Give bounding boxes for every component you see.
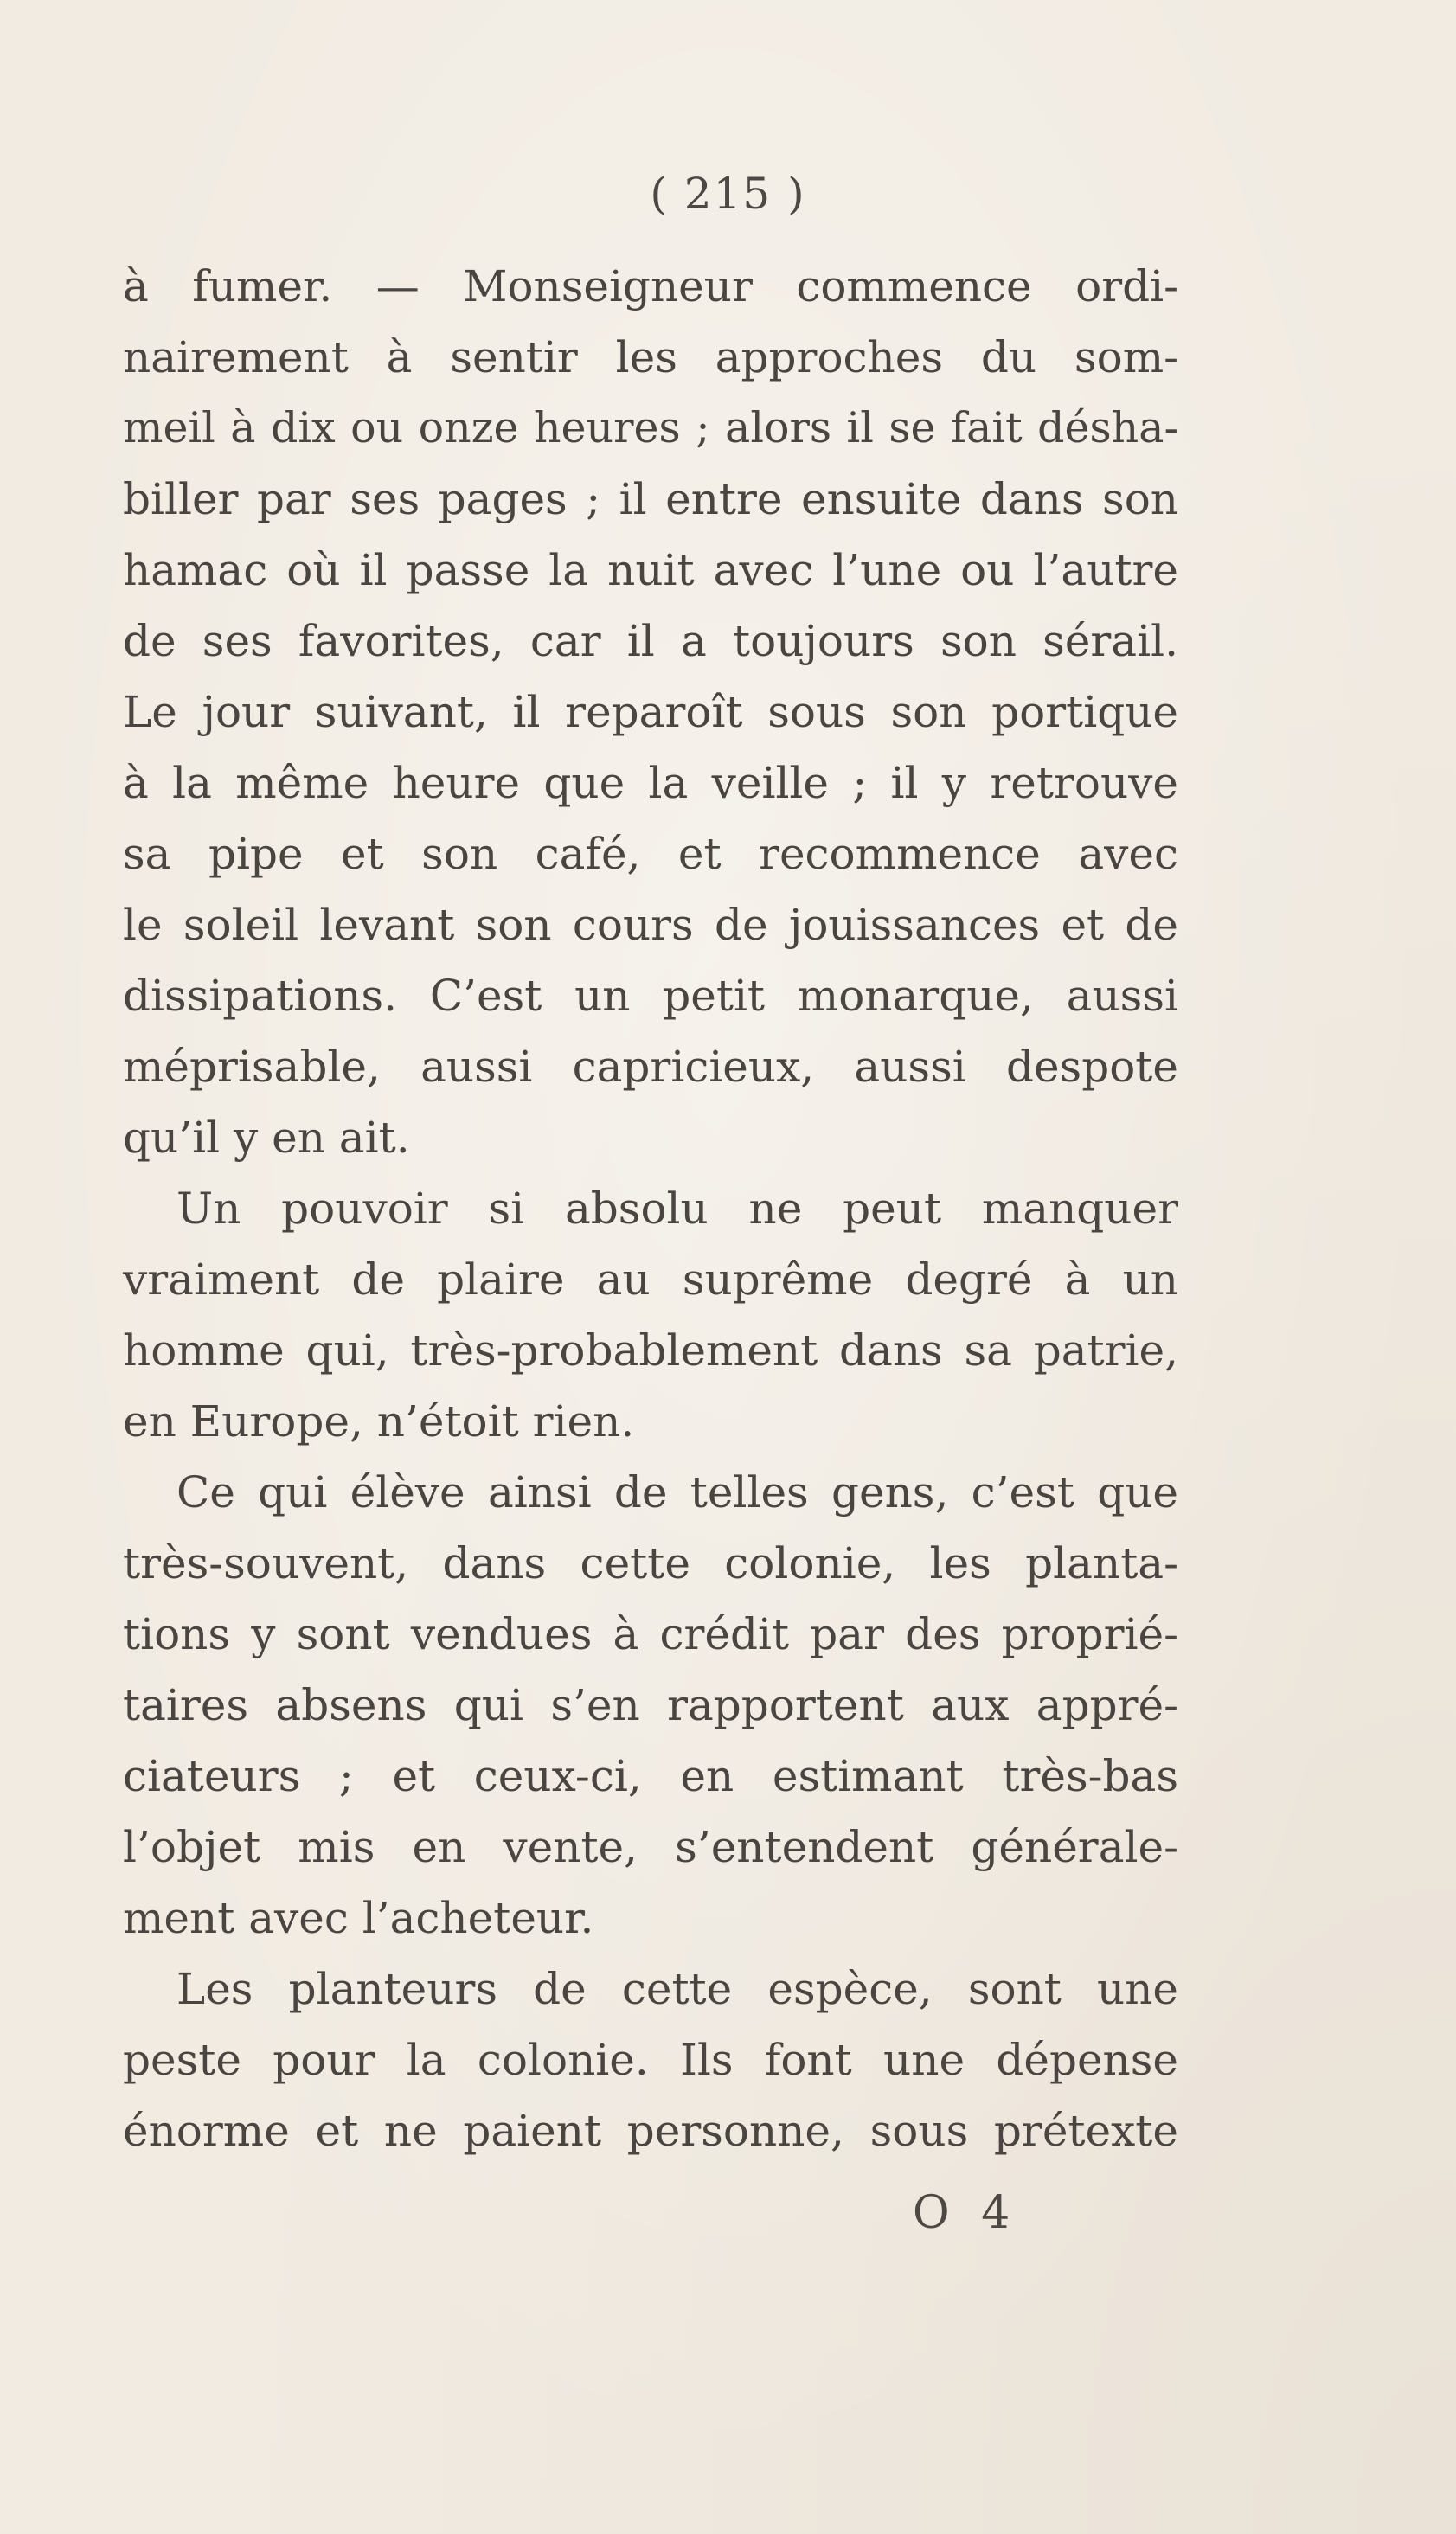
- text-line: Un pouvoir si absolu ne peut manquer: [176, 1184, 1178, 1234]
- text-line: biller par ses pages ; il entre ensuite dans son: [123, 474, 1178, 524]
- body-text: [123, 251, 1178, 2166]
- text-line: méprisable, aussi capricieux, aussi despote: [123, 1042, 1178, 1092]
- text-line: vraiment de plaire au suprême degré à un: [123, 1254, 1178, 1305]
- text-line: ment avec l’acheteur.: [123, 1893, 594, 1943]
- page-number-header: ( 215 ): [650, 169, 806, 219]
- paragraph-2: [123, 1173, 1178, 1457]
- text-line: l’objet mis en vente, s’entendent générale-: [123, 1822, 1178, 1872]
- text-line: très-souvent, dans cette colonie, les planta-: [123, 1538, 1178, 1588]
- text-line: peste pour la colonie. Ils font une dépense: [123, 2035, 1178, 2085]
- text-line: ciateurs ; et ceux-ci, en estimant très-bas: [123, 1751, 1178, 1801]
- text-line: dissipations. C’est un petit monarque, aussi: [123, 971, 1178, 1021]
- text-line: sa pipe et son café, et recommence avec: [123, 829, 1178, 879]
- text-line: taires absens qui s’en rapportent aux appré-: [123, 1680, 1178, 1730]
- text-line: hamac où il passe la nuit avec l’une ou l’autre: [123, 545, 1178, 595]
- text-line: à fumer. — Monseigneur commence ordi-: [123, 261, 1178, 311]
- text-line: Le jour suivant, il reparoît sous son portique: [123, 687, 1178, 737]
- paragraph-1: [123, 251, 1178, 1173]
- text-line: nairement à sentir les approches du som-: [123, 332, 1178, 382]
- text-line: qu’il y en ait.: [123, 1113, 410, 1163]
- text-line: tions y sont vendues à crédit par des proprié-: [123, 1609, 1178, 1659]
- signature-mark: O 4: [913, 2187, 1019, 2239]
- paragraph-3: [123, 1457, 1178, 1953]
- text-line: meil à dix ou onze heures ; alors il se fait désha-: [123, 403, 1178, 452]
- text-line: Ce qui élève ainsi de telles gens, c’est que: [176, 1467, 1178, 1517]
- text-line: énorme et ne paient personne, sous prétexte: [123, 2106, 1178, 2156]
- paragraph-4: [123, 1953, 1178, 2166]
- text-line: Les planteurs de cette espèce, sont une: [176, 1964, 1178, 2014]
- text-line: le soleil levant son cours de jouissances et de: [123, 900, 1178, 950]
- text-line: de ses favorites, car il a toujours son sérail.: [123, 616, 1178, 666]
- text-line: à la même heure que la veille ; il y retrouve: [123, 758, 1178, 808]
- text-line: homme qui, très-probablement dans sa patrie,: [123, 1325, 1178, 1376]
- text-line: en Europe, n’étoit rien.: [123, 1396, 635, 1447]
